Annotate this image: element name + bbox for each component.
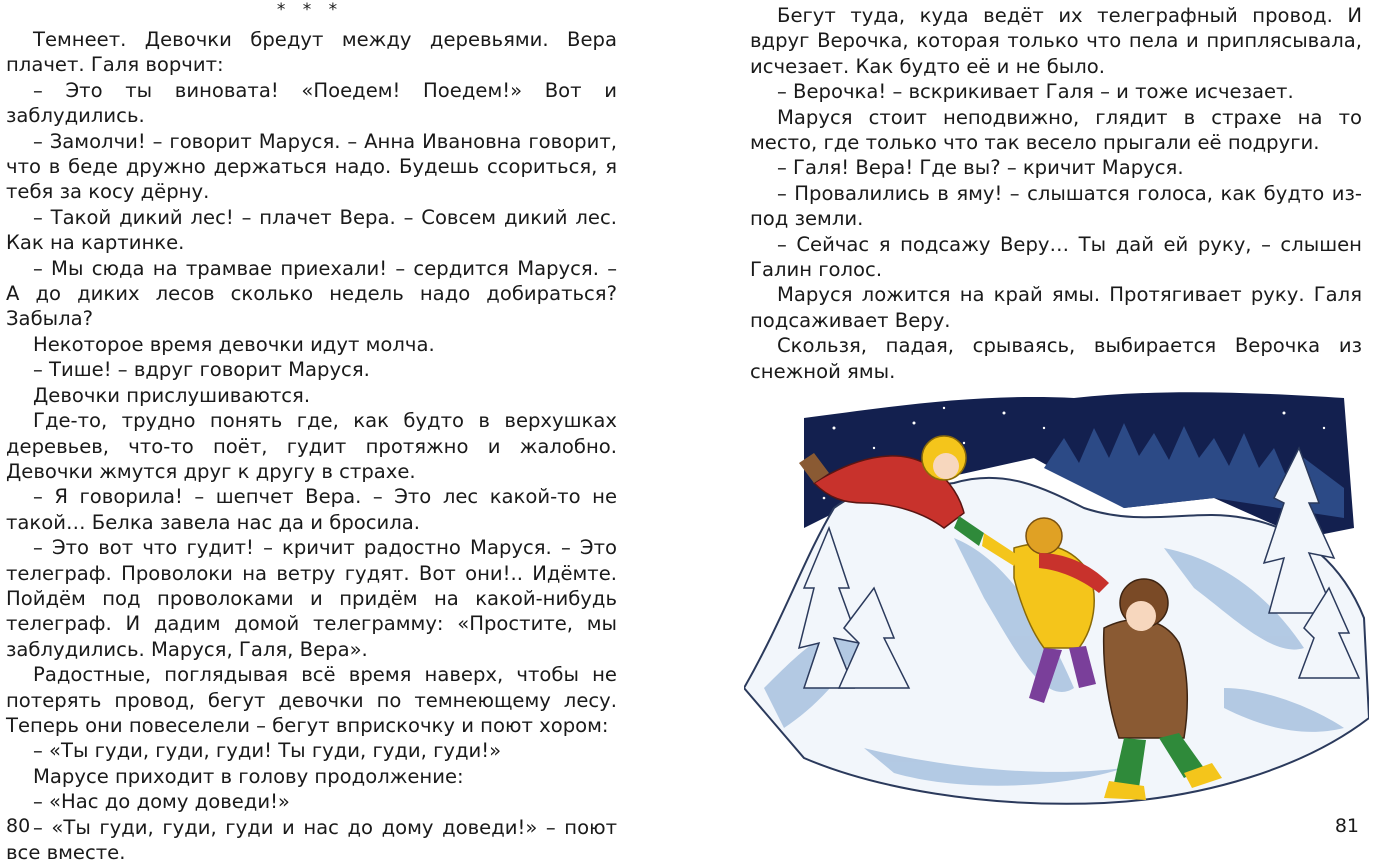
- winter-illustration: [744, 388, 1369, 818]
- paragraph: – Тише! – вдруг говорит Маруся.: [33, 358, 370, 382]
- paragraph: – Верочка! – вскрикивает Галя – и тоже исчезает.: [777, 80, 1294, 104]
- paragraph: – «Ты гуди, гуди, гуди! Ты гуди, гуди, гуди!»: [33, 739, 502, 763]
- paragraph: Некоторое время девочки идут молча.: [33, 332, 435, 356]
- paragraph: – Замолчи! – говорит Маруся. – Анна Ивановна говорит, что в беде дружно держаться надо. Будешь ссориться, я тебя за косу дёрну.: [6, 129, 617, 204]
- paragraph: Маруся стоит неподвижно, глядит в страхе на то место, где только что так весело прыгали её подруги.: [750, 105, 1362, 155]
- paragraph: – Галя! Вера! Где вы? – кричит Маруся.: [777, 156, 1184, 180]
- paragraph: Скользя, падая, срываясь, выбирается Верочка из снежной ямы.: [750, 334, 1362, 383]
- paragraph: – Провалились в яму! – слышатся голоса, как будто из-под земли.: [750, 181, 1362, 231]
- paragraph: – «Нас до дому доведи!»: [33, 790, 290, 814]
- page-number: 81: [1334, 815, 1359, 837]
- paragraph: Марусе приходит в голову продолжение:: [33, 764, 464, 788]
- paragraph: – Мы сюда на трамвае приехали! – сердится Маруся. – А до диких лесов сколько недель надо добираться? Забыла?: [6, 256, 617, 331]
- right-page: [694, 0, 1387, 842]
- paragraph: Девочки прислушиваются.: [33, 383, 311, 407]
- section-separator: * * *: [276, 0, 344, 20]
- right-page-text: [750, 3, 1362, 384]
- left-page-text: [6, 27, 617, 865]
- left-page: [0, 0, 693, 864]
- paragraph: – Такой дикий лес! – плачет Вера. – Совсем дикий лес. Как на картинке.: [6, 205, 617, 255]
- paragraph: – Я говорила! – шепчет Вера. – Это лес какой-то не такой… Белка завела нас да и бросила.: [6, 485, 617, 534]
- paragraph: – Сейчас я подсажу Веру… Ты дай ей руку, – слышен Галин голос.: [750, 232, 1362, 282]
- paragraph: – Это ты виновата! «Поедем! Поедем!» Вот и заблудились.: [6, 78, 617, 128]
- paragraph: Бегут туда, куда ведёт их телеграфный провод. И вдруг Верочка, которая только что пела и приплясывала, исчезает. Как будто её и не было.: [750, 4, 1362, 78]
- paragraph: Где-то, трудно понять где, как будто в верхушках деревьев, что-то поёт, гудит протяжно и жалобно. Девочки жмутся друг к другу в страхе.: [6, 409, 617, 483]
- paragraph: Маруся ложится на край ямы. Протягивает руку. Галя подсаживает Веру.: [750, 283, 1362, 332]
- page-number: 80: [6, 815, 31, 837]
- paragraph: – Это вот что гудит! – кричит радостно Маруся. – Это телеграф. Проволоки на ветру гудят. Вот они!.. Идёмте. Пойдём под проволоками и придём на какой-нибудь телеграф. И дадим домой телеграмму: «Простите, мы заблудились. Маруся, Галя, Вера».: [6, 536, 617, 661]
- paragraph: Темнеет. Девочки бредут между деревьями. Вера плачет. Галя ворчит:: [6, 28, 617, 77]
- paragraph: – «Ты гуди, гуди, гуди и нас до дому доведи!» – поют все вместе.: [6, 815, 617, 864]
- paragraph: Радостные, поглядывая всё время наверх, чтобы не потерять провод, бегут девочки по темнеющему лесу. Теперь они повеселели – бегут вприскочку и поют хором:: [6, 663, 617, 737]
